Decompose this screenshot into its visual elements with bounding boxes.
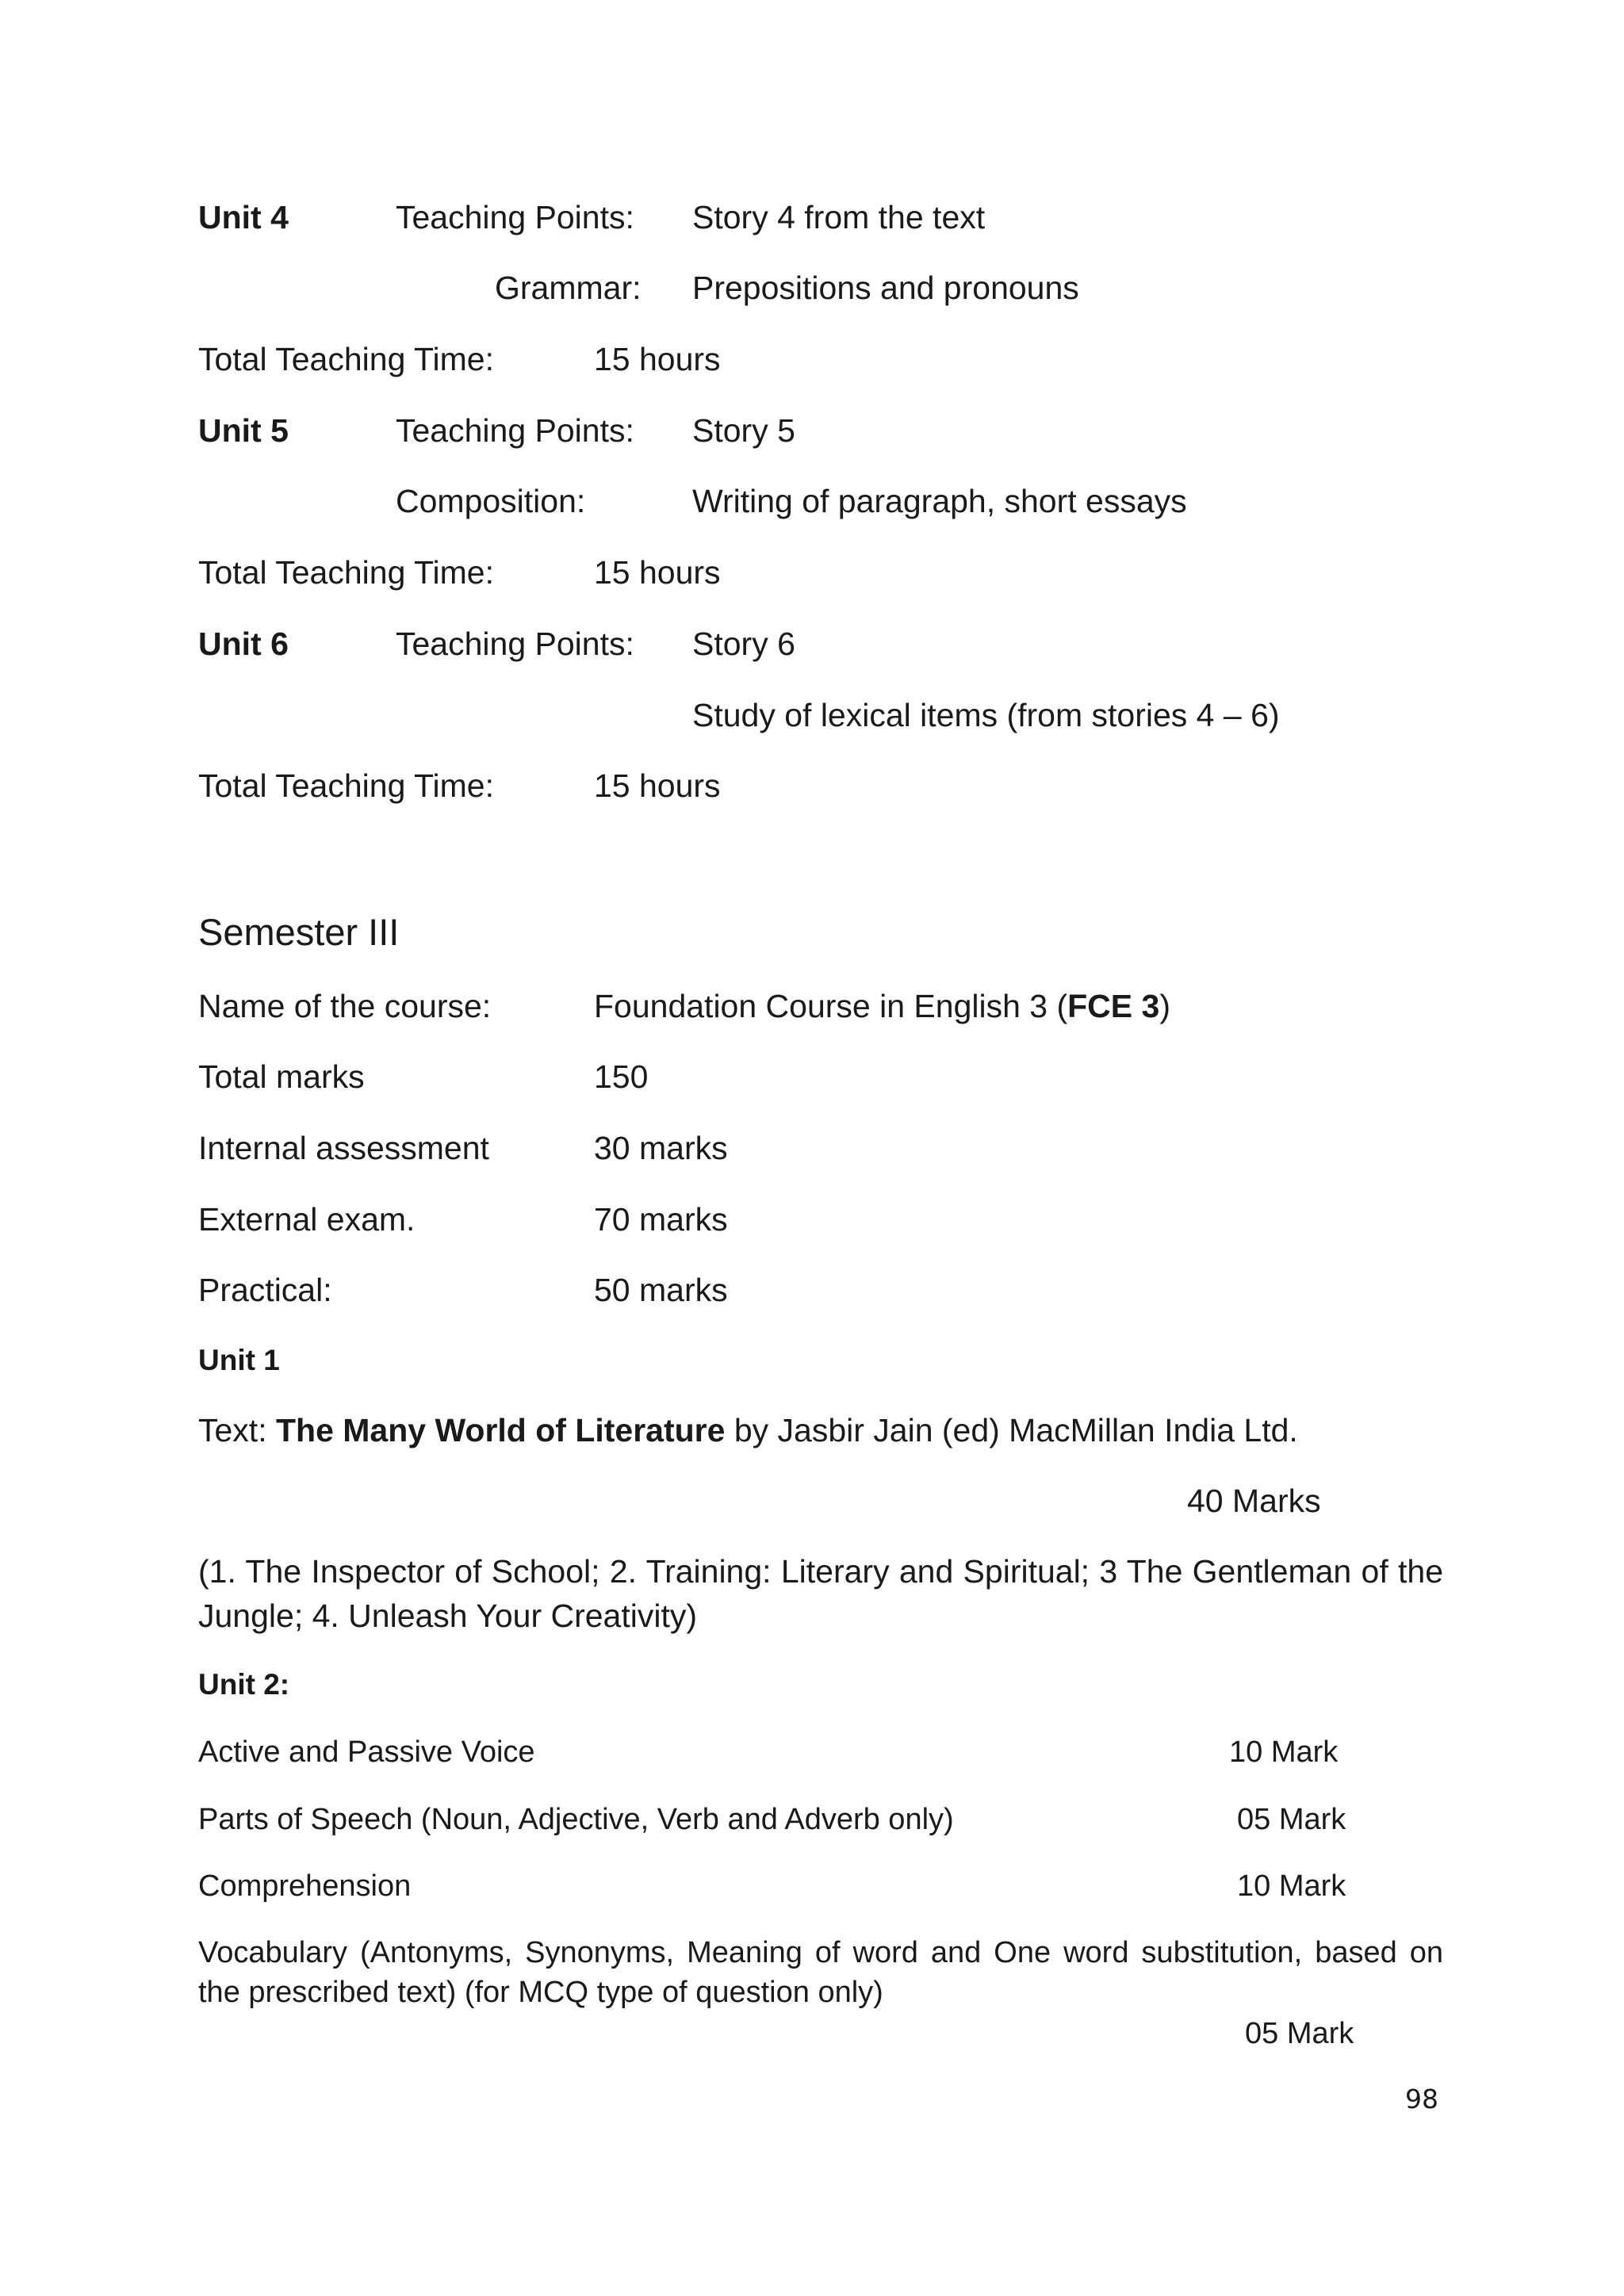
course-name-text: Foundation Course in English 3 ( — [594, 988, 1068, 1024]
unit6-teaching-points-value-2: Study of lexical items (from stories 4 – 6) — [692, 697, 1280, 733]
unit2-label: Unit 2: — [198, 1668, 290, 1701]
unit2-item-mark: 10 Mark — [1229, 1735, 1339, 1769]
unit6-teaching-points-label: Teaching Points: — [396, 626, 634, 662]
unit2-item-name: Parts of Speech (Noun, Adjective, Verb and Adverb only) — [198, 1803, 954, 1836]
total-marks-label: Total marks — [198, 1058, 365, 1095]
unit5-teaching-points-value: Story 5 — [692, 412, 795, 449]
unit2-item-mark: 10 Mark — [1237, 1869, 1346, 1903]
unit5-time-label: Total Teaching Time: — [198, 554, 495, 591]
unit2-vocabulary-mark: 05 Mark — [1245, 2017, 1354, 2050]
unit1-marks: 40 Marks — [1187, 1483, 1321, 1519]
unit2-item-name: Active and Passive Voice — [198, 1735, 535, 1769]
external-exam-label: External exam. — [198, 1201, 416, 1238]
internal-assessment-value: 30 marks — [594, 1130, 728, 1166]
unit5-teaching-points-label: Teaching Points: — [396, 412, 634, 449]
unit2-vocabulary-text: Vocabulary (Antonyms, Synonyms, Meaning of word and One word substitution, based on the prescribed text) (for MCQ type of question only) — [198, 1936, 1443, 2009]
course-code: FCE 3 — [1067, 988, 1160, 1024]
unit6-time-label: Total Teaching Time: — [198, 767, 495, 804]
unit4-grammar-label: Grammar: — [495, 270, 642, 306]
unit1-book-title: The Many World of Literature — [275, 1412, 726, 1448]
unit1-text-suffix: by Jasbir Jain (ed) MacMillan India Ltd. — [725, 1412, 1298, 1448]
internal-assessment-label: Internal assessment — [198, 1130, 489, 1166]
unit4-time-value: 15 hours — [594, 341, 721, 377]
unit6-teaching-points-value: Story 6 — [692, 626, 795, 662]
unit4-teaching-points-label: Teaching Points: — [396, 199, 634, 235]
unit5-composition-value: Writing of paragraph, short essays — [692, 483, 1187, 519]
unit6-time-value: 15 hours — [594, 767, 721, 804]
unit5-time-value: 15 hours — [594, 554, 721, 591]
unit4-time-label: Total Teaching Time: — [198, 341, 495, 377]
total-marks-value: 150 — [594, 1058, 649, 1095]
unit2-item-mark: 05 Mark — [1237, 1803, 1346, 1836]
unit2-item-name: Comprehension — [198, 1869, 412, 1903]
course-name-label: Name of the course: — [198, 988, 492, 1024]
unit4-label: Unit 4 — [198, 199, 289, 235]
unit1-label: Unit 1 — [198, 1344, 280, 1376]
course-name-value — [594, 990, 1170, 1023]
unit5-label: Unit 5 — [198, 412, 289, 449]
unit1-contents: (1. The Inspector of School; 2. Training: Literary and Spiritual; 3 The Gentleman of the Jungle; 4. Unleash Your Creativity) — [198, 1553, 1443, 1634]
page-number: 98 — [1405, 2084, 1438, 2114]
external-exam-value: 70 marks — [594, 1201, 728, 1238]
semester-heading: Semester III — [198, 911, 400, 953]
practical-value: 50 marks — [594, 1272, 728, 1308]
unit5-composition-label: Composition: — [396, 483, 586, 519]
unit4-grammar-value: Prepositions and pronouns — [692, 270, 1079, 306]
unit4-teaching-points-value: Story 4 from the text — [692, 199, 986, 235]
unit6-label: Unit 6 — [198, 626, 289, 662]
course-name-close: ) — [1159, 988, 1170, 1024]
unit1-text-line — [198, 1414, 1298, 1447]
practical-label: Practical: — [198, 1272, 332, 1308]
unit1-text-prefix: Text: — [198, 1412, 276, 1448]
